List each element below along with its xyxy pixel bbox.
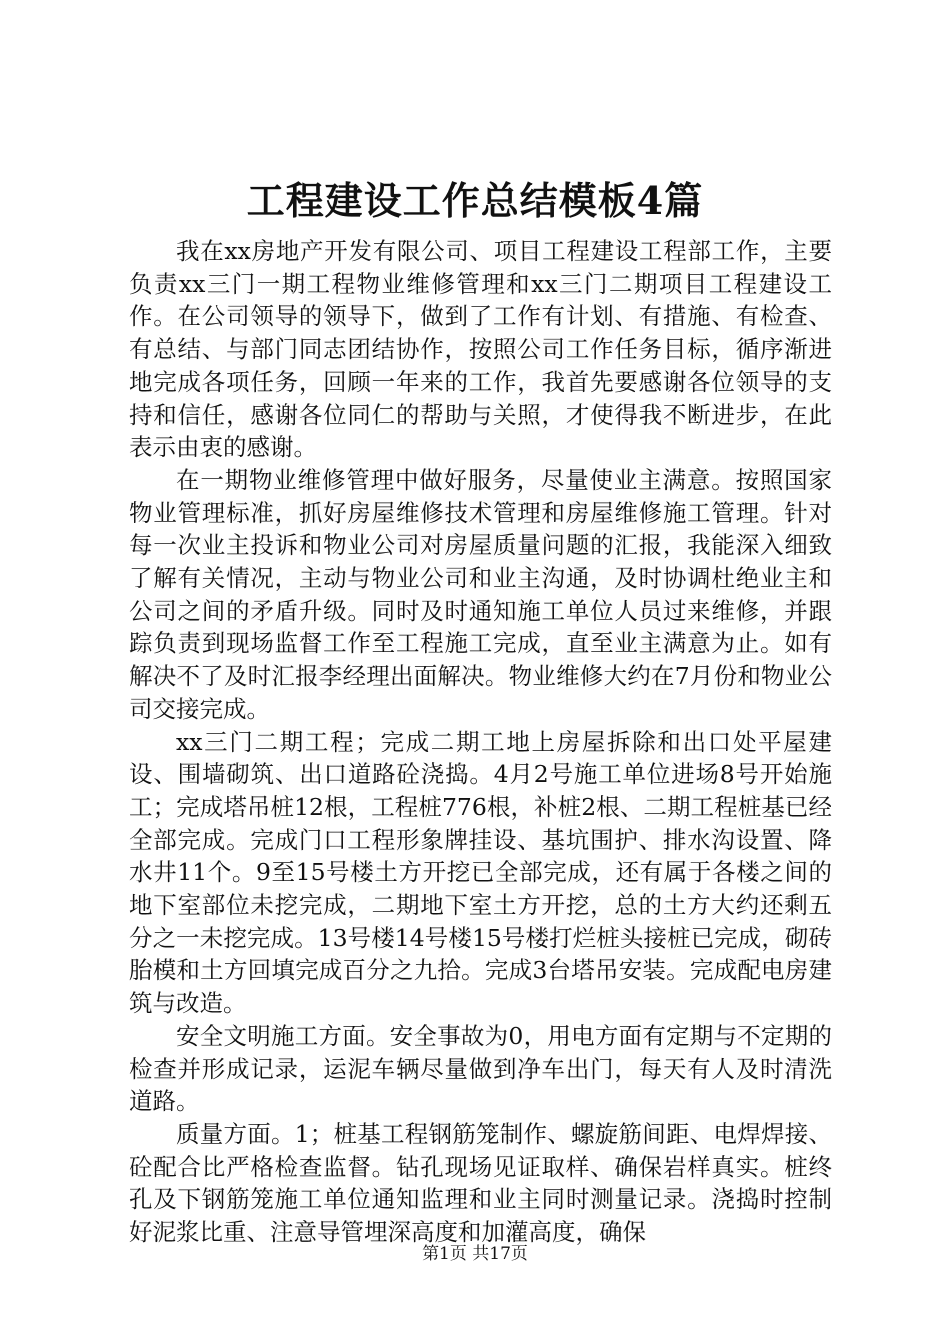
paragraph-quality: 质量方面。1；桩基工程钢筋笼制作、螺旋筋间距、电焊焊接、砼配合比严格检查监督。钻孔现场见证取样、确保岩样真实。桩终孔及下钢筋笼施工单位通知监理和业主同时测量记录。浇捣时控制好泥浆比重、注意导管埋深高度和加灌高度，确保 [129, 1119, 832, 1247]
document-title: 工程建设工作总结模板4篇 [246, 178, 704, 223]
paragraph-safety: 安全文明施工方面。安全事故为0，用电方面有定期与不定期的检查并形成记录，运泥车辆尽量做到净车出门，每天有人及时清洗道路。 [129, 1021, 832, 1116]
paragraph-phase-two-progress: xx三门二期工程；完成二期工地上房屋拆除和出口处平屋建设、围墙砌筑、出口道路砼浇捣。4月2号施工单位进场8号开始施工；完成塔吊桩12根，工程桩776根，补桩2根、二期工程桩基已经全部完成。完成门口工程形象牌挂设、基坑围护、排水沟设置、降水井11个。9至15号楼土方开挖已全部完成，还有属于各楼之间的地下室部位未挖完成，二期地下室土方开挖，总的土方大约还剩五分之一未挖完成。13号楼14号楼15号楼打烂桩头接桩已完成，砌砖胎模和土方回填完成百分之九拾。完成3台塔吊安装。完成配电房建筑与改造。 [129, 727, 832, 1018]
document-body [129, 235, 832, 1249]
paragraph-property-maintenance: 在一期物业维修管理中做好服务，尽量使业主满意。按照国家物业管理标准，抓好房屋维修技术管理和房屋维修施工管理。针对每一次业主投诉和物业公司对房屋质量问题的汇报，我能深入细致了解有关情况，主动与物业公司和业主沟通，及时协调杜绝业主和公司之间的矛盾升级。同时及时通知施工单位人员过来维修，并跟踪负责到现场监督工作至工程施工完成，直至业主满意为止。如有解决不了及时汇报李经理出面解决。物业维修大约在7月份和物业公司交接完成。 [129, 465, 832, 723]
paragraph-intro: 我在xx房地产开发有限公司、项目工程建设工程部工作，主要负责xx三门一期工程物业维修管理和xx三门二期项目工程建设工作。在公司领导的领导下，做到了工作有计划、有措施、有检查、有总结、与部门同志团结协作，按照公司工作任务目标，循序渐进地完成各项任务，回顾一年来的工作，我首先要感谢各位领导的支持和信任，感谢各位同仁的帮助与关照，才使得我不断进步，在此表示由衷的感谢。 [129, 237, 832, 462]
page-number-footer: 第1页 共17页 [422, 1244, 528, 1264]
